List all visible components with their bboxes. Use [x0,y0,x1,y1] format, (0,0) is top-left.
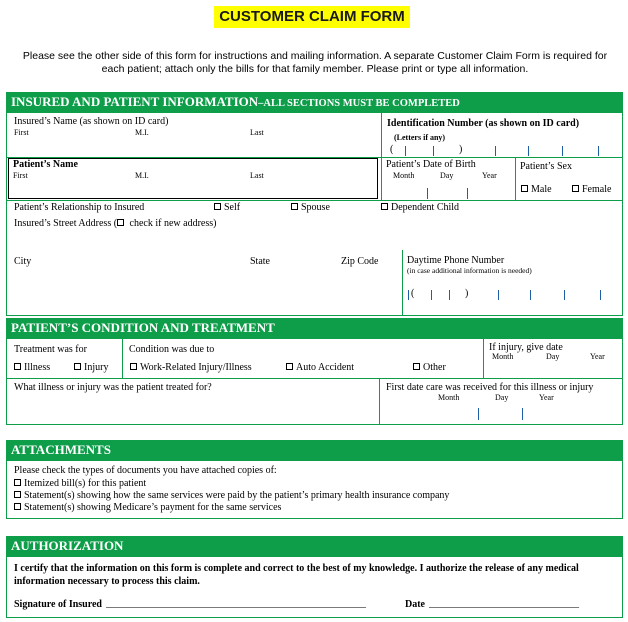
male-option[interactable] [521,184,552,195]
dob-year-label: Year [482,171,497,180]
first-date-day-label: Day [495,393,509,402]
dependent-checkbox[interactable] [381,203,388,210]
illness-label: Illness [24,362,51,373]
attachment-item[interactable] [14,502,281,513]
attachment-checkbox[interactable] [14,491,21,498]
id-paren-close: ) [459,144,463,155]
self-checkbox[interactable] [214,203,221,210]
injury-date-label: If injury, give date [489,342,563,353]
city-label: City [14,256,32,267]
injury-day-label: Day [546,352,560,361]
relationship-label: Patient’s Relationship to Insured [14,202,145,213]
injury-checkbox[interactable] [74,363,81,370]
zip-label: Zip Code [341,256,379,267]
work-related-label: Work-Related Injury/Illness [140,362,252,373]
dependent-label: Dependent Child [391,202,460,213]
insured-name-label: Insured’s Name (as shown on ID card) [14,116,169,127]
other-checkbox[interactable] [413,363,420,370]
section-insured-patient-header [6,92,623,112]
dob-label: Patient’s Date of Birth [386,159,476,170]
id-number-label: Identification Number (as shown on ID card) [387,118,580,129]
phone-note: (in case additional information is needed) [407,266,532,275]
patient-name-label: Patient’s Name [13,159,78,170]
street-address-label [14,218,216,229]
phone-paren-open: ( [411,288,415,299]
self-label: Self [224,202,241,213]
female-checkbox[interactable] [572,185,579,192]
other-label: Other [423,362,446,373]
dependent-option[interactable] [381,202,459,213]
illness-option[interactable] [14,362,50,373]
dob-month-label: Month [393,171,415,180]
form-title: CUSTOMER CLAIM FORM [214,6,410,28]
section-insured-patient-box [6,112,623,316]
section-heading: INSURED AND PATIENT INFORMATION [11,94,259,109]
condition-due-label: Condition was due to [129,344,215,355]
signature-label: Signature of Insured [14,599,102,610]
phone-paren-close: ) [465,288,469,299]
dob-day-label: Day [440,171,454,180]
first-date-month-label: Month [438,393,460,402]
what-illness-label: What illness or injury was the patient treated for? [14,382,212,393]
injury-month-label: Month [492,352,514,361]
date-label: Date [405,599,425,610]
attachments-prompt: Please check the types of documents you have attached copies of: [14,465,277,476]
auto-accident-option[interactable] [286,362,354,373]
attachment-item[interactable] [14,478,146,489]
self-option[interactable] [214,202,240,213]
injury-year-label: Year [590,352,605,361]
insured-last-label: Last [250,128,264,137]
male-label: Male [531,184,552,195]
section-authorization-header: AUTHORIZATION [6,536,623,556]
letters-if-any-label: (Letters if any) [394,133,446,142]
illness-checkbox[interactable] [14,363,21,370]
insured-mi-label: M.I. [135,128,149,137]
spouse-label: Spouse [301,202,330,213]
work-related-checkbox[interactable] [130,363,137,370]
work-related-option[interactable] [130,362,252,373]
street-address-label-post: check if new address) [127,218,217,229]
attachment-checkbox[interactable] [14,479,21,486]
section-heading-note: –ALL SECTIONS MUST BE COMPLETED [258,98,460,109]
id-paren-open: ( [390,144,394,155]
signature-line[interactable]: ____________________________________________________ [106,598,366,609]
treatment-for-label: Treatment was for [14,344,87,355]
insured-first-label: First [14,128,29,137]
patient-mi-label: M.I. [135,171,149,180]
auto-accident-checkbox[interactable] [286,363,293,370]
attachment-label: Itemized bill(s) for this patient [24,478,147,489]
attachment-label: Statement(s) showing Medicare’s payment for the same services [24,502,282,513]
spouse-option[interactable] [291,202,330,213]
authorization-statement: I certify that the information on this form is complete and correct to the best of my knowledge. I authorize the release of any medical information necessary to process this claim. [14,563,579,587]
female-option[interactable] [572,184,611,195]
intro-text: Please see the other side of this form for instructions and mailing information. A separate Customer Claim Form is required for each patient; attach only the bills for that family member. Please print or type all information. [22,50,608,75]
injury-option[interactable] [74,362,108,373]
patient-last-label: Last [250,171,264,180]
patient-first-label: First [13,171,28,180]
first-date-label: First date care was received for this illness or injury [386,382,594,393]
phone-label: Daytime Phone Number [407,255,505,266]
auto-accident-label: Auto Accident [296,362,355,373]
street-address-label-pre: Insured’s Street Address ( [14,218,118,229]
injury-label: Injury [84,362,109,373]
sex-label: Patient’s Sex [520,161,572,172]
first-date-year-label: Year [539,393,554,402]
attachment-label: Statement(s) showing how the same services were paid by the patient’s primary health insurance company [24,490,450,501]
attachment-item[interactable] [14,490,449,501]
new-address-checkbox[interactable] [117,219,124,226]
date-line[interactable]: ______________________________ [429,598,579,609]
state-label: State [250,256,270,267]
attachment-checkbox[interactable] [14,503,21,510]
female-label: Female [582,184,612,195]
spouse-checkbox[interactable] [291,203,298,210]
other-option[interactable] [413,362,446,373]
section-condition-header: PATIENT’S CONDITION AND TREATMENT [6,318,623,338]
section-attachments-header: ATTACHMENTS [6,440,623,460]
male-checkbox[interactable] [521,185,528,192]
